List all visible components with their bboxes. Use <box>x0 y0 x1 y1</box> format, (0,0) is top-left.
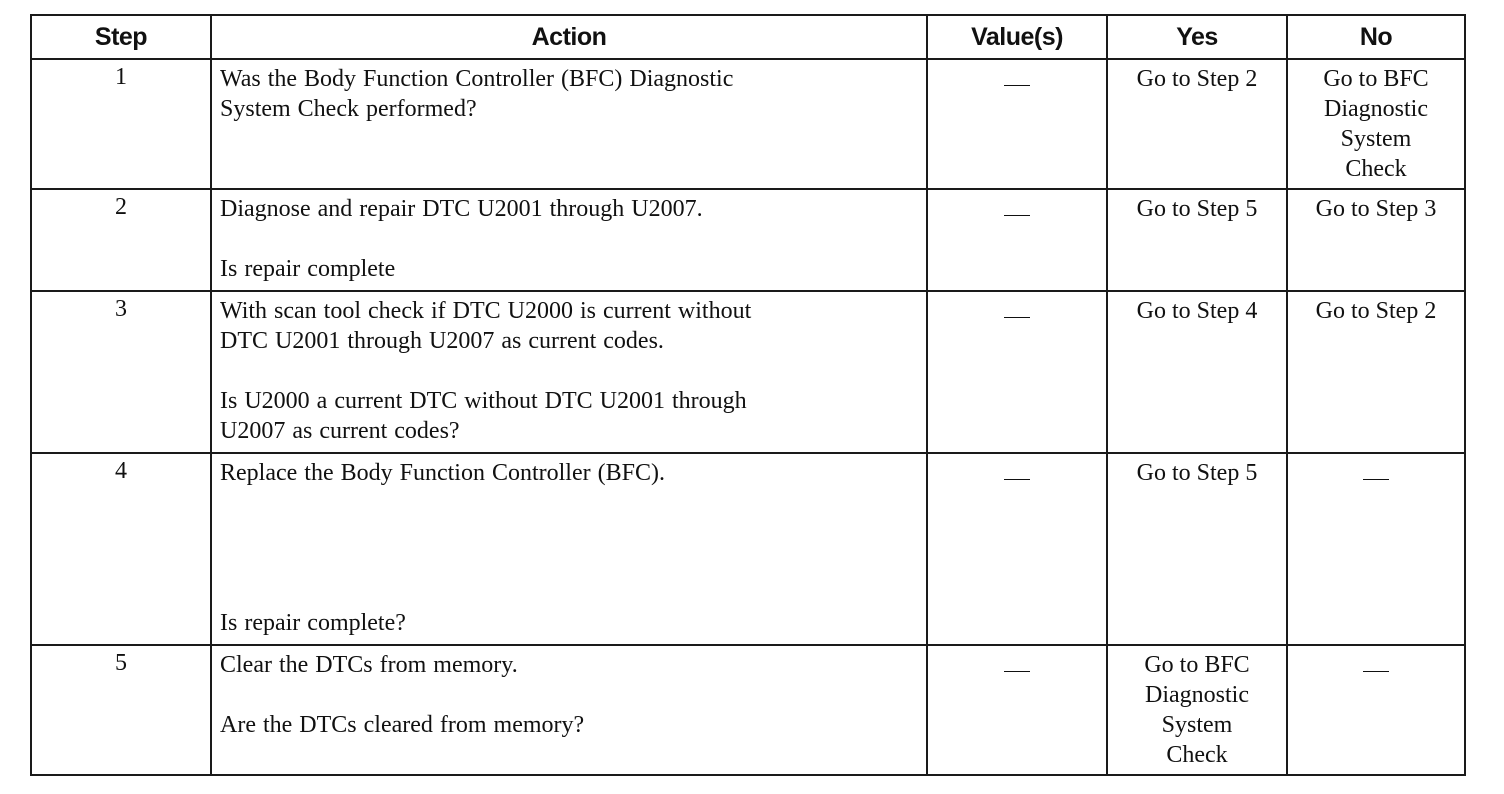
value-cell <box>927 189 1107 291</box>
step-number: 5 <box>31 645 211 775</box>
yes-cell: Go to Step 4 <box>1107 291 1287 453</box>
no-cell <box>1287 645 1465 775</box>
table-row <box>31 453 1465 645</box>
table-row <box>31 189 1465 291</box>
table-row <box>31 645 1465 775</box>
step-number: 4 <box>31 453 211 645</box>
action-text: Was the Body Function Controller (BFC) Diagnostic System Check performed? <box>211 59 927 189</box>
dash <box>1004 215 1030 216</box>
table-row <box>31 59 1465 189</box>
no-cell: Go to BFC Diagnostic System Check <box>1287 59 1465 189</box>
yes-cell: Go to Step 2 <box>1107 59 1287 189</box>
action-text: With scan tool check if DTC U2000 is current without DTC U2001 through U2007 as current codes. Is U2000 a current DTC without DTC U2001 through U2007 as current codes? <box>211 291 927 453</box>
value-cell <box>927 291 1107 453</box>
value-cell <box>927 645 1107 775</box>
header-no: No <box>1287 15 1465 59</box>
header-row <box>31 15 1465 59</box>
diagnostic-table <box>30 14 1466 776</box>
action-text: Replace the Body Function Controller (BFC). Is repair complete? <box>211 453 927 645</box>
action-text: Clear the DTCs from memory. Are the DTCs cleared from memory? <box>211 645 927 775</box>
step-number: 1 <box>31 59 211 189</box>
action-question: Are the DTCs cleared from memory? <box>220 712 585 738</box>
yes-cell: Go to Step 5 <box>1107 453 1287 645</box>
dash <box>1363 671 1389 672</box>
dash <box>1004 317 1030 318</box>
action-question: Is repair complete <box>220 256 396 282</box>
dash <box>1004 671 1030 672</box>
yes-cell: Go to BFC Diagnostic System Check <box>1107 645 1287 775</box>
no-cell <box>1287 453 1465 645</box>
value-cell <box>927 59 1107 189</box>
step-number: 2 <box>31 189 211 291</box>
action-question: Is repair complete? <box>220 610 406 636</box>
action-question: Is U2000 a current DTC without DTC U2001 through <box>220 388 747 414</box>
no-cell: Go to Step 2 <box>1287 291 1465 453</box>
dash <box>1004 479 1030 480</box>
value-cell <box>927 453 1107 645</box>
yes-cell: Go to Step 5 <box>1107 189 1287 291</box>
no-cell: Go to Step 3 <box>1287 189 1465 291</box>
header-step: Step <box>31 15 211 59</box>
table-row <box>31 291 1465 453</box>
header-action: Action <box>211 15 927 59</box>
header-yes: Yes <box>1107 15 1287 59</box>
action-text: Diagnose and repair DTC U2001 through U2007. Is repair complete <box>211 189 927 291</box>
dash <box>1363 479 1389 480</box>
header-values: Value(s) <box>927 15 1107 59</box>
step-number: 3 <box>31 291 211 453</box>
dash <box>1004 85 1030 86</box>
